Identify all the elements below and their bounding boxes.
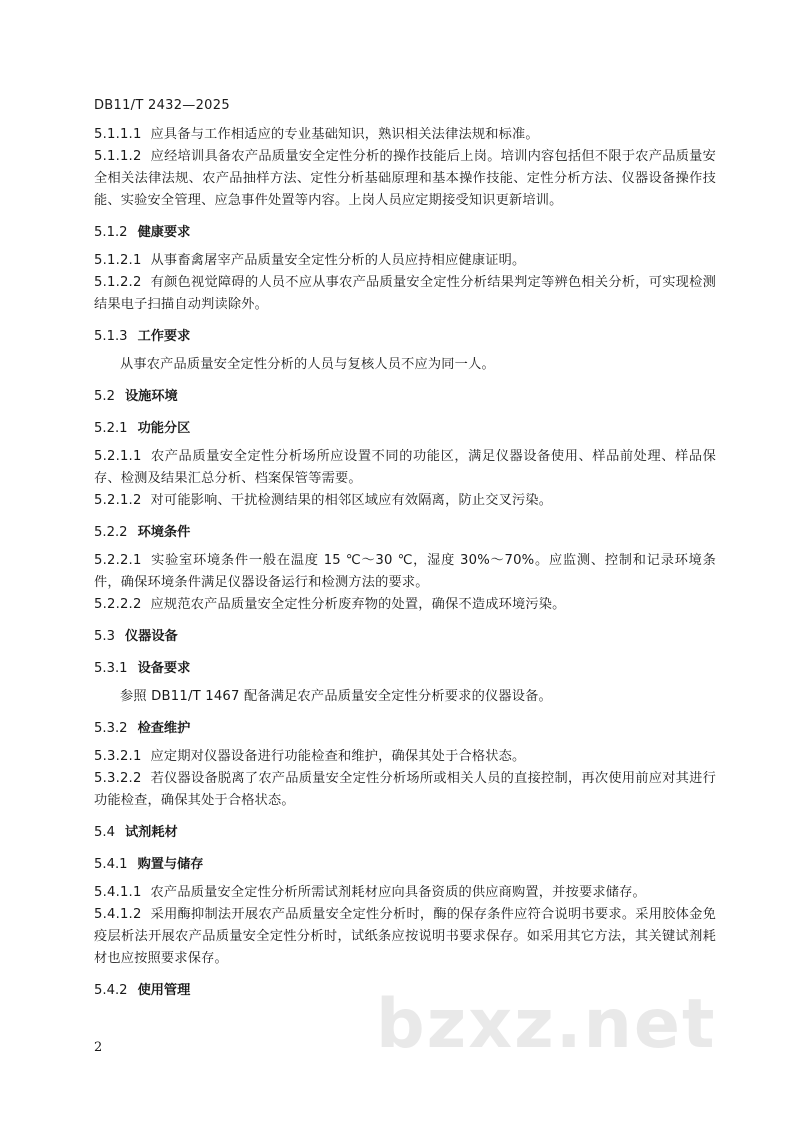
section-paragraph — [94, 446, 716, 490]
section-paragraph — [94, 250, 716, 272]
clause-text: 应规范农产品质量安全定性分析废弃物的处置，确保不造成环境污染。 — [150, 597, 566, 612]
heading-text: 仪器设备 — [124, 629, 178, 644]
clause-text: 应定期对仪器设备进行功能检查和维护，确保其处于合格状态。 — [150, 749, 526, 764]
heading-text: 功能分区 — [137, 421, 191, 436]
section-heading — [94, 522, 716, 544]
heading-text: 设备要求 — [137, 661, 191, 676]
section-paragraph — [94, 746, 716, 768]
section-heading — [94, 658, 716, 680]
clause-number: 5.1.2.1 — [94, 253, 142, 268]
clause-text: 有颜色视觉障碍的人员不应从事农产品质量安全定性分析结果判定等辨色相关分析，可实现检测结果电子扫描自动判读除外。 — [94, 275, 716, 312]
heading-text: 检查维护 — [137, 721, 191, 736]
section-heading — [94, 822, 716, 844]
watermark-text: bzxz.net — [376, 985, 717, 1064]
section-heading — [94, 386, 716, 408]
document-code-header: DB11/T 2432—2025 — [94, 98, 230, 113]
clause-text: 对可能影响、干扰检测结果的相邻区域应有效隔离，防止交叉污染。 — [150, 493, 553, 508]
clause-number: 5.2.1.1 — [94, 449, 142, 464]
section-paragraph — [94, 490, 716, 512]
clause-text: 农产品质量安全定性分析场所应设置不同的功能区，满足仪器设备使用、样品前处理、样品保存、检测及结果汇总分析、档案保管等需要。 — [94, 449, 716, 486]
section-paragraph — [94, 354, 716, 376]
heading-text: 环境条件 — [137, 525, 191, 540]
clause-number: 5.3.1 — [94, 661, 128, 676]
section-heading — [94, 222, 716, 244]
section-paragraph — [94, 594, 716, 616]
clause-number: 5.2.2.2 — [94, 597, 142, 612]
clause-number: 5.1.1.2 — [94, 149, 142, 164]
clause-number: 5.4.1 — [94, 857, 128, 872]
clause-number: 5.2.1 — [94, 421, 128, 436]
clause-number: 5.3.2 — [94, 721, 128, 736]
heading-text: 工作要求 — [137, 329, 191, 344]
clause-number: 5.4 — [94, 825, 115, 840]
section-heading — [94, 626, 716, 648]
section-paragraph — [94, 146, 716, 212]
heading-text: 设施环境 — [124, 389, 178, 404]
page-number: 2 — [94, 1040, 103, 1055]
heading-text: 试剂耗材 — [124, 825, 178, 840]
clause-number: 5.1.2 — [94, 225, 128, 240]
heading-text: 购置与储存 — [137, 857, 204, 872]
clause-number: 5.3.2.2 — [94, 771, 142, 786]
section-paragraph — [94, 686, 716, 708]
clause-number: 5.3 — [94, 629, 115, 644]
clause-number: 5.4.1.1 — [94, 885, 142, 900]
clause-text: 应具备与工作相适应的专业基础知识，熟识相关法律法规和标准。 — [150, 127, 539, 142]
clause-number: 5.2.2.1 — [94, 553, 142, 568]
heading-text: 健康要求 — [137, 225, 191, 240]
clause-text: 采用酶抑制法开展农产品质量安全定性分析时，酶的保存条件应符合说明书要求。采用胶体金免疫层析法开展农产品质量安全定性分析时，试纸条应按说明书要求保存。如采用其它方法，其关键试剂耗材也应按照要求保存。 — [94, 907, 716, 966]
section-paragraph — [94, 272, 716, 316]
clause-number: 5.1.1.1 — [94, 127, 142, 142]
section-paragraph — [94, 124, 716, 146]
clause-number: 5.3.2.1 — [94, 749, 142, 764]
clause-text: 若仪器设备脱离了农产品质量安全定性分析场所或相关人员的直接控制，再次使用前应对其进行功能检查，确保其处于合格状态。 — [94, 771, 716, 808]
heading-text: 使用管理 — [137, 983, 191, 998]
clause-number: 5.1.3 — [94, 329, 128, 344]
clause-number: 5.1.2.2 — [94, 275, 142, 290]
section-heading — [94, 718, 716, 740]
clause-number: 5.2 — [94, 389, 115, 404]
section-heading — [94, 418, 716, 440]
section-paragraph — [94, 768, 716, 812]
clause-number: 5.2.1.2 — [94, 493, 142, 508]
clause-number: 5.4.1.2 — [94, 907, 142, 922]
clause-text: 从事畜禽屠宰产品质量安全定性分析的人员应持相应健康证明。 — [150, 253, 526, 268]
section-paragraph — [94, 550, 716, 594]
clause-number: 5.4.2 — [94, 983, 128, 998]
clause-text: 农产品质量安全定性分析所需试剂耗材应向具备资质的供应商购置，并按要求储存。 — [150, 885, 646, 900]
section-paragraph — [94, 882, 716, 904]
section-heading — [94, 854, 716, 876]
clause-text: 从事农产品质量安全定性分析的人员与复核人员不应为同一人。 — [120, 357, 495, 372]
section-heading — [94, 326, 716, 348]
clause-text: 实验室环境条件一般在温度 15 ℃～30 ℃，湿度 30%～70%。应监测、控制和记录环境条件，确保环境条件满足仪器设备运行和检测方法的要求。 — [94, 553, 716, 590]
clause-text: 应经培训具备农产品质量安全定性分析的操作技能后上岗。培训内容包括但不限于农产品质量安全相关法律法规、农产品抽样方法、定性分析基础原理和基本操作技能、定性分析方法、仪器设备操作技能、实验安全管理、应急事件处置等内容。上岗人员应定期接受知识更新培训。 — [94, 149, 716, 208]
clause-text: 参照 DB11/T 1467 配备满足农产品质量安全定性分析要求的仪器设备。 — [120, 689, 552, 704]
section-paragraph — [94, 904, 716, 970]
document-body — [94, 124, 716, 1002]
clause-number: 5.2.2 — [94, 525, 128, 540]
